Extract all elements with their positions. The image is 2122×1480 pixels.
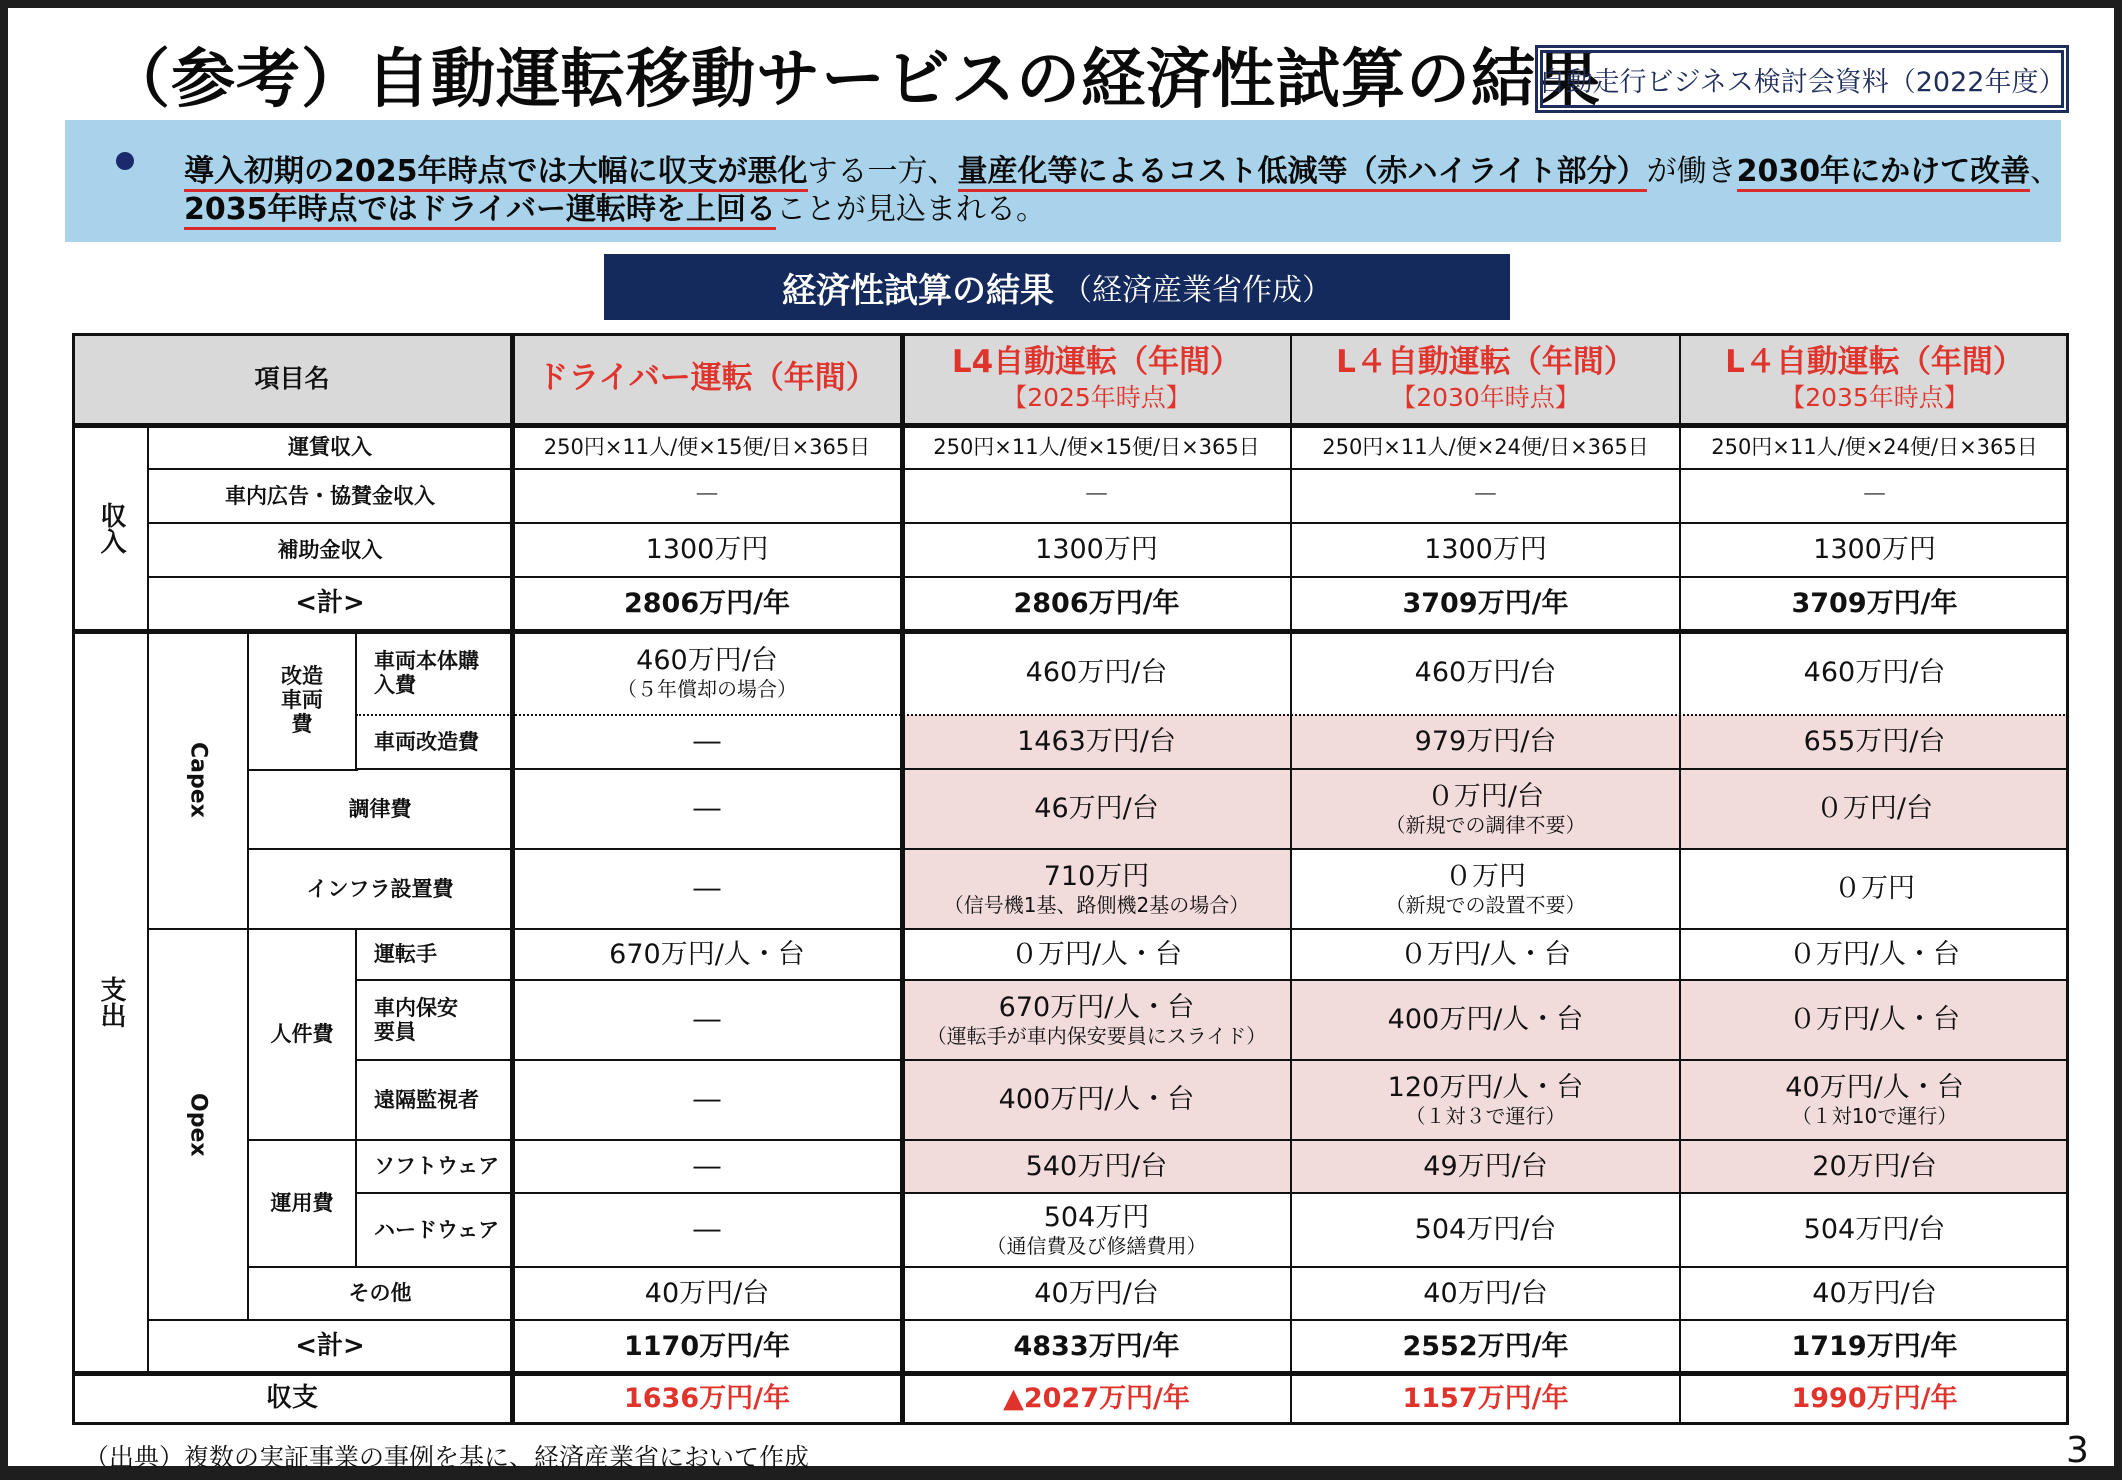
header-l4-2030-year: 【2030年時点】 xyxy=(1391,383,1580,413)
cell-expense-total-2025 xyxy=(902,1320,1291,1373)
row-label: その他 xyxy=(348,1281,412,1306)
cell-driver-2030 xyxy=(1291,929,1680,980)
group-capex xyxy=(148,631,248,929)
cell-value: 20万円/台 xyxy=(1812,1150,1937,1182)
grid-line xyxy=(356,768,2069,770)
cell-software-2025 xyxy=(902,1140,1291,1193)
cell-security-2030 xyxy=(1291,980,1680,1060)
cell-fare-2025 xyxy=(902,425,1291,469)
group-opex xyxy=(148,929,248,1320)
grid-line xyxy=(148,522,2069,524)
cell-monitor-2035 xyxy=(1680,1060,2069,1140)
summary-highlight: 量産化等によるコスト低減等（赤ハイライト部分） xyxy=(958,154,1647,192)
cell-note: （通信費及び修繕費用） xyxy=(986,1233,1207,1258)
cell-note: （信号機1基、路側機2基の場合） xyxy=(943,892,1250,917)
cell-value: 504万円/台 xyxy=(1803,1214,1946,1246)
cell-hardware-2035 xyxy=(1680,1193,2069,1267)
row-label: 調律費 xyxy=(348,796,412,821)
cell-value: 1300万円 xyxy=(1813,534,1936,566)
group-opex-label: Opex xyxy=(185,1092,211,1157)
summary-highlight: 2030年にかけて改善 xyxy=(1737,154,2031,192)
cell-value: ― xyxy=(693,793,721,825)
cell-value: 2806万円/年 xyxy=(1013,588,1180,620)
cell-software-2030 xyxy=(1291,1140,1680,1193)
cell-value: 250円×11人/便×15便/日×365日 xyxy=(543,434,871,459)
summary-text: ことが見込まれる。 xyxy=(776,192,1046,227)
grid-line xyxy=(72,1422,2069,1425)
row-label-fare xyxy=(148,425,512,469)
grid-line xyxy=(148,576,2069,578)
cell-fare-2035 xyxy=(1680,425,2069,469)
row-label: 車両本体購入費 xyxy=(374,648,479,697)
cell-other-2030 xyxy=(1291,1267,1680,1320)
cell-expense-total-2030 xyxy=(1291,1320,1680,1373)
cell-value: 40万円/台 xyxy=(1423,1277,1548,1309)
cell-income-total-2030 xyxy=(1291,577,1680,631)
cell-note: （運転手が車内保安要員にスライド） xyxy=(926,1023,1267,1048)
cell-value: 3709万円/年 xyxy=(1402,588,1569,620)
header-l4-2025-year: 【2025年時点】 xyxy=(1002,383,1191,413)
cell-modify-2035 xyxy=(1680,715,2069,769)
cell-value: 1300万円 xyxy=(1424,534,1547,566)
row-label-driver xyxy=(356,929,512,980)
cell-income-total-2035 xyxy=(1680,577,2069,631)
cell-value: 2552万円/年 xyxy=(1402,1330,1569,1362)
grid-line xyxy=(356,1192,2069,1194)
group-unyo xyxy=(248,1140,356,1267)
row-label-income-total xyxy=(148,577,512,631)
grid-line xyxy=(247,631,249,1320)
grid-line xyxy=(72,423,2069,428)
cell-value: 40万円/台 xyxy=(1034,1277,1159,1309)
row-label-monitor xyxy=(356,1060,512,1140)
cell-infra-2035 xyxy=(1680,849,2069,929)
grid-line xyxy=(148,1319,2069,1321)
cell-note: （新規での設置不要） xyxy=(1385,892,1586,917)
header-item-label: 項目名 xyxy=(254,363,330,393)
grid-line xyxy=(72,333,75,1425)
row-label: <計> xyxy=(295,588,365,619)
cell-value: ― xyxy=(693,1214,721,1246)
cell-balance-2025 xyxy=(902,1373,1291,1425)
cell-vehicle-2035 xyxy=(1680,631,2069,715)
cell-expense-total-driver xyxy=(512,1320,902,1373)
cell-value: － xyxy=(1861,480,1888,512)
cell-value: － xyxy=(693,480,721,512)
cell-ad-2030 xyxy=(1291,469,1680,523)
cell-balance-2030 xyxy=(1291,1373,1680,1425)
cell-vehicle-2025 xyxy=(902,631,1291,715)
grid-line xyxy=(248,769,358,771)
cell-value: ― xyxy=(693,1084,721,1116)
cell-value: 4833万円/年 xyxy=(1013,1330,1180,1362)
cell-infra-2025 xyxy=(902,849,1291,929)
header-l4-2025-label: L4自動運転（年間） xyxy=(951,343,1242,380)
grid-line xyxy=(147,425,149,1373)
cell-software-driver xyxy=(512,1140,902,1193)
summary-highlight: 導入初期の2025年時点では大幅に収支が悪化 xyxy=(184,154,808,192)
row-label-ad xyxy=(148,469,512,523)
cell-value: ０万円/人・台 xyxy=(1010,938,1183,970)
summary-text: が働き xyxy=(1646,154,1737,189)
cell-value: 540万円/台 xyxy=(1025,1150,1168,1182)
grid-line xyxy=(72,629,2069,634)
cell-value: 250円×11人/便×15便/日×365日 xyxy=(933,434,1260,459)
header-l4-2030 xyxy=(1291,333,1680,425)
cell-driver-driver xyxy=(512,929,902,980)
cell-value: 460万円/台 xyxy=(636,645,778,677)
section-title-source: （経済産業省作成） xyxy=(1062,273,1332,308)
cell-tune-driver xyxy=(512,769,902,849)
cell-value: 3709万円/年 xyxy=(1791,588,1958,620)
cell-value: 460万円/台 xyxy=(1803,657,1946,689)
cell-value: ▲2027万円/年 xyxy=(1003,1383,1190,1415)
cell-value: 670万円/人・台 xyxy=(609,938,805,970)
cell-value: ― xyxy=(693,1150,721,1182)
grid-line xyxy=(248,1266,2069,1268)
cell-note: （新規での調律不要） xyxy=(1385,812,1586,837)
source-badge: 自動走行ビジネス検討会資料（2022年度） xyxy=(1540,50,2064,108)
cell-income-total-driver xyxy=(512,577,902,631)
cell-value: 120万円/人・台 xyxy=(1387,1072,1584,1104)
cell-hardware-2030 xyxy=(1291,1193,1680,1267)
section-title-box xyxy=(604,254,1510,320)
cell-value: 655万円/台 xyxy=(1803,726,1946,758)
row-label-software xyxy=(356,1140,512,1193)
cell-driver-2035 xyxy=(1680,929,2069,980)
cell-value: 40万円/人・台 xyxy=(1785,1072,1964,1104)
section-title: 経済性試算の結果 xyxy=(782,270,1054,311)
cell-value: 250円×11人/便×24便/日×365日 xyxy=(1322,434,1649,459)
cell-subsidy-driver xyxy=(512,523,902,577)
row-label: ソフトウェア xyxy=(374,1154,500,1179)
cell-value: ０万円 xyxy=(1834,873,1915,905)
grid-line xyxy=(355,631,357,769)
dotted-divider xyxy=(356,714,2069,716)
cell-value: 49万円/台 xyxy=(1423,1150,1548,1182)
economics-table xyxy=(72,333,2069,1425)
cell-value: 2806万円/年 xyxy=(623,588,790,620)
cell-value: － xyxy=(1083,480,1110,512)
cell-value: 1170万円/年 xyxy=(623,1330,790,1362)
summary-text: 、 xyxy=(2030,154,2061,189)
group-expense-label: 支出 xyxy=(95,976,126,1028)
row-label-other xyxy=(248,1267,512,1320)
grid-line xyxy=(248,1139,2069,1141)
row-label: 収支 xyxy=(265,1383,318,1414)
grid-line xyxy=(148,928,2069,930)
cell-balance-2035 xyxy=(1680,1373,2069,1425)
group-kaizo xyxy=(248,631,356,769)
cell-value: ０万円/台 xyxy=(1426,781,1545,813)
grid-line xyxy=(2066,333,2069,1425)
header-l4-2030-label: L４自動運転（年間） xyxy=(1336,343,1635,380)
header-driver-label: ドライバー運転（年間） xyxy=(537,360,877,397)
cell-monitor-driver xyxy=(512,1060,902,1140)
cell-modify-driver xyxy=(512,715,902,769)
row-label: <計> xyxy=(295,1330,365,1361)
cell-monitor-2030 xyxy=(1291,1060,1680,1140)
cell-value: 400万円/人・台 xyxy=(1387,1004,1584,1036)
header-l4-2035-label: L４自動運転（年間） xyxy=(1725,343,2024,380)
cell-value: 460万円/台 xyxy=(1025,657,1168,689)
row-label: 遠隔監視者 xyxy=(374,1087,479,1112)
summary-text: する一方、 xyxy=(807,154,958,189)
cell-security-2035 xyxy=(1680,980,2069,1060)
cell-value: ― xyxy=(693,1004,721,1036)
row-label-modify xyxy=(356,715,512,769)
grid-line xyxy=(148,468,2069,470)
row-label-tune xyxy=(248,769,512,849)
cell-value: 504万円 xyxy=(1043,1202,1150,1234)
footnote: （出典）複数の実証事業の事例を基に、経済産業省において作成 xyxy=(84,1443,810,1472)
grid-line xyxy=(72,333,2069,336)
cell-value: ０万円/人・台 xyxy=(1399,938,1572,970)
cell-balance-driver xyxy=(512,1373,902,1425)
page-number: 3 xyxy=(2066,1430,2089,1471)
cell-value: － xyxy=(1472,480,1499,512)
cell-value: 1719万円/年 xyxy=(1791,1330,1958,1362)
row-label-hardware xyxy=(356,1193,512,1267)
group-jinken xyxy=(248,929,356,1140)
page-title: （参考）自動運転移動サービスの経済性試算の結果 xyxy=(106,43,1601,117)
grid-line xyxy=(1679,333,1681,1425)
cell-value: 979万円/台 xyxy=(1414,726,1557,758)
group-jinken-label: 人件費 xyxy=(270,1022,334,1047)
cell-driver-2025 xyxy=(902,929,1291,980)
cell-ad-driver xyxy=(512,469,902,523)
cell-value: 400万円/人・台 xyxy=(998,1084,1195,1116)
cell-modify-2030 xyxy=(1291,715,1680,769)
cell-tune-2025 xyxy=(902,769,1291,849)
cell-value: 1300万円 xyxy=(645,534,769,566)
cell-value: ０万円/人・台 xyxy=(1788,938,1961,970)
cell-subsidy-2030 xyxy=(1291,523,1680,577)
summary-highlight: 2035年時点ではドライバー運転時を上回る xyxy=(184,192,776,230)
cell-value: 460万円/台 xyxy=(1414,657,1557,689)
cell-value: ０万円/人・台 xyxy=(1788,1004,1961,1036)
row-label: 車両改造費 xyxy=(374,729,479,754)
cell-subsidy-2025 xyxy=(902,523,1291,577)
bullet-icon xyxy=(116,152,134,170)
cell-value: 1300万円 xyxy=(1035,534,1158,566)
row-label: 補助金収入 xyxy=(277,537,383,562)
cell-value: 1990万円/年 xyxy=(1791,1383,1958,1415)
cell-value: ― xyxy=(693,726,721,758)
summary-line-2 xyxy=(184,184,1046,228)
cell-security-2025 xyxy=(902,980,1291,1060)
grid-line xyxy=(356,979,2069,981)
cell-value: 504万円/台 xyxy=(1414,1214,1557,1246)
row-label-infra xyxy=(248,849,512,929)
cell-value: 250円×11人/便×24便/日×365日 xyxy=(1711,434,2038,459)
cell-value: 670万円/人・台 xyxy=(998,992,1195,1024)
group-expense xyxy=(72,631,148,1373)
cell-tune-2035 xyxy=(1680,769,2069,849)
row-label: ハードウェア xyxy=(374,1217,500,1242)
cell-expense-total-2035 xyxy=(1680,1320,2069,1373)
row-label: 運転手 xyxy=(374,942,437,967)
cell-ad-2035 xyxy=(1680,469,2069,523)
header-l4-2035-year: 【2035年時点】 xyxy=(1780,383,1969,413)
group-income-label: 収入 xyxy=(95,502,126,554)
row-label-vehicle xyxy=(356,631,512,715)
cell-subsidy-2035 xyxy=(1680,523,2069,577)
row-label-expense-total xyxy=(148,1320,512,1373)
slide xyxy=(8,8,2114,1472)
grid-line xyxy=(248,848,2069,850)
cell-income-total-2025 xyxy=(902,577,1291,631)
cell-hardware-driver xyxy=(512,1193,902,1267)
cell-value: 1463万円/台 xyxy=(1017,726,1176,758)
cell-value: 710万円 xyxy=(1043,861,1150,893)
cell-other-2025 xyxy=(902,1267,1291,1320)
row-label: 運賃収入 xyxy=(288,434,372,459)
grid-line xyxy=(356,1059,2069,1061)
cell-value: 1636万円/年 xyxy=(623,1383,790,1415)
cell-tune-2030 xyxy=(1291,769,1680,849)
cell-note: （５年償却の場合） xyxy=(617,676,797,701)
cell-ad-2025 xyxy=(902,469,1291,523)
cell-note: （１対10で運行） xyxy=(1791,1103,1958,1128)
grid-line xyxy=(1290,333,1292,1425)
group-unyo-label: 運用費 xyxy=(270,1191,334,1216)
cell-value: 46万円/台 xyxy=(1034,793,1159,825)
header-l4-2025 xyxy=(902,333,1291,425)
cell-vehicle-2030 xyxy=(1291,631,1680,715)
cell-other-driver xyxy=(512,1267,902,1320)
cell-vehicle-driver xyxy=(512,631,902,715)
grid-line xyxy=(900,333,905,1425)
group-capex-label: Capex xyxy=(185,742,211,818)
cell-software-2035 xyxy=(1680,1140,2069,1193)
cell-value: 40万円/台 xyxy=(1812,1277,1937,1309)
row-label-balance xyxy=(72,1373,512,1425)
group-income xyxy=(72,425,148,631)
cell-note: （１対３で運行） xyxy=(1405,1103,1566,1128)
cell-infra-2030 xyxy=(1291,849,1680,929)
row-label: 車内広告・協賛金収入 xyxy=(225,483,435,508)
cell-fare-driver xyxy=(512,425,902,469)
cell-fare-2030 xyxy=(1291,425,1680,469)
row-label-security xyxy=(356,980,512,1060)
cell-infra-driver xyxy=(512,849,902,929)
cell-modify-2025 xyxy=(902,715,1291,769)
row-label: インフラ設置費 xyxy=(306,876,454,901)
group-kaizo-label: 改造車両費 xyxy=(281,663,323,737)
grid-line xyxy=(72,1371,2069,1376)
grid-line xyxy=(510,333,515,1425)
header-l4-2035 xyxy=(1680,333,2069,425)
cell-value: 40万円/台 xyxy=(644,1277,770,1309)
cell-value: 1157万円/年 xyxy=(1402,1383,1569,1415)
header-item xyxy=(72,333,512,425)
row-label: 車内保安要員 xyxy=(374,995,458,1044)
cell-security-driver xyxy=(512,980,902,1060)
cell-other-2035 xyxy=(1680,1267,2069,1320)
cell-value: ― xyxy=(693,873,721,905)
cell-hardware-2025 xyxy=(902,1193,1291,1267)
cell-value: ０万円/台 xyxy=(1815,793,1934,825)
cell-value: ０万円 xyxy=(1445,861,1526,893)
row-label-subsidy xyxy=(148,523,512,577)
cell-monitor-2025 xyxy=(902,1060,1291,1140)
header-driver xyxy=(512,333,902,425)
